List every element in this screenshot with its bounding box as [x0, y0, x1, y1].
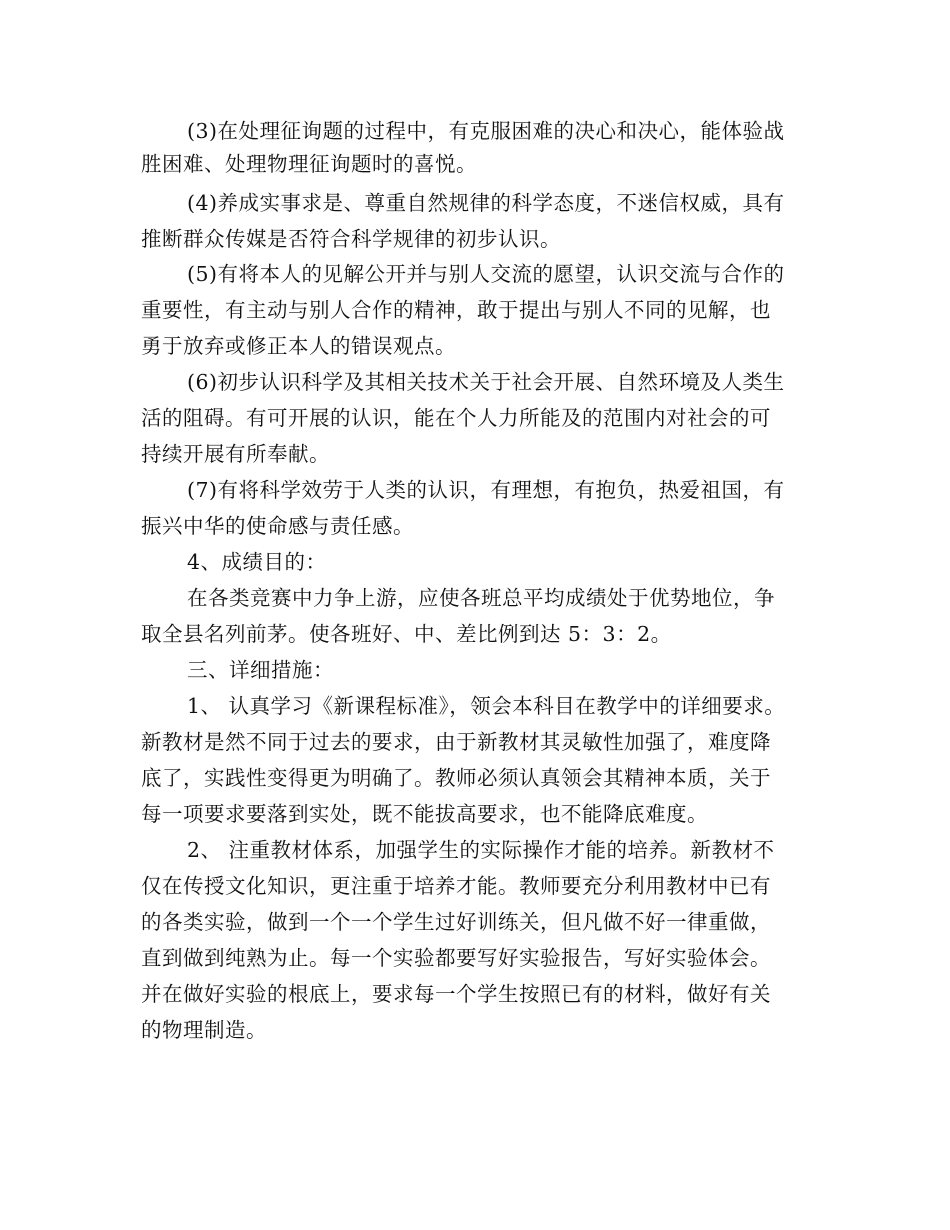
- paragraph-line: 重要性，有主动与别人合作的精神，敢于提出与别人不同的见解，也: [141, 298, 771, 322]
- paragraph-line: 2、 注重教材体系，加强学生的实际操作才能的培养。新教材不: [187, 838, 775, 862]
- section-heading: 三、详细措施：: [187, 658, 334, 682]
- paragraph-line: (4)养成实事求是、尊重自然规律的科学态度，不迷信权威，具有: [187, 191, 785, 215]
- paragraph-line: 每一项要求要落到实处，既不能拔高要求，也不能降底难度。: [141, 802, 708, 826]
- paragraph-line: 活的阻碍。有可开展的认识，能在个人力所能及的范围内对社会的可: [141, 406, 771, 430]
- paragraph-line: 1、 认真学习《新课程标准》，领会本科目在教学中的详细要求。: [187, 694, 786, 718]
- paragraph-line: (6)初步认识科学及其相关技术关于社会开展、自然环境及人类生: [187, 370, 785, 394]
- paragraph-line: (7)有将科学效劳于人类的认识，有理想，有抱负，热爱祖国，有: [187, 478, 785, 502]
- paragraph-line: 新教材是然不同于过去的要求，由于新教材其灵敏性加强了，难度降: [141, 730, 771, 754]
- paragraph-line: 底了，实践性变得更为明确了。教师必须认真领会其精神本质，关于: [141, 766, 771, 790]
- paragraph-line: 的物理制造。: [141, 1018, 267, 1042]
- paragraph-line: 振兴中华的使命感与责任感。: [141, 514, 414, 538]
- paragraph-line: 推断群众传媒是否符合科学规律的初步认识。: [141, 227, 561, 251]
- paragraph-line: (3)在处理征询题的过程中，有克服困难的决心和决心，能体验战: [187, 119, 785, 143]
- paragraph-line: (5)有将本人的见解公开并与别人交流的愿望，认识交流与合作的: [187, 262, 785, 286]
- section-heading: 4、成绩目的：: [187, 550, 327, 574]
- paragraph-line: 胜困难、处理物理征询题时的喜悦。: [141, 152, 477, 176]
- paragraph-line: 的各类实验，做到一个一个学生过好训练关，但凡做不好一律重做，: [141, 910, 771, 934]
- paragraph-line: 取全县名列前茅。使各班好、中、差比例到达 5：3：2。: [141, 622, 672, 646]
- paragraph-line: 仅在传授文化知识，更注重于培养才能。教师要充分利用教材中已有: [141, 874, 771, 898]
- paragraph-line: 勇于放弃或修正本人的错误观点。: [141, 334, 456, 358]
- paragraph-line: 并在做好实验的根底上，要求每一个学生按照已有的材料，做好有关: [141, 982, 771, 1006]
- paragraph-line: 直到做到纯熟为止。每一个实验都要写好实验报告，写好实验体会。: [141, 946, 771, 970]
- paragraph-line: 持续开展有所奉献。: [141, 442, 330, 466]
- paragraph-line: 在各类竞赛中力争上游，应使各班总平均成绩处于优势地位，争: [187, 586, 775, 610]
